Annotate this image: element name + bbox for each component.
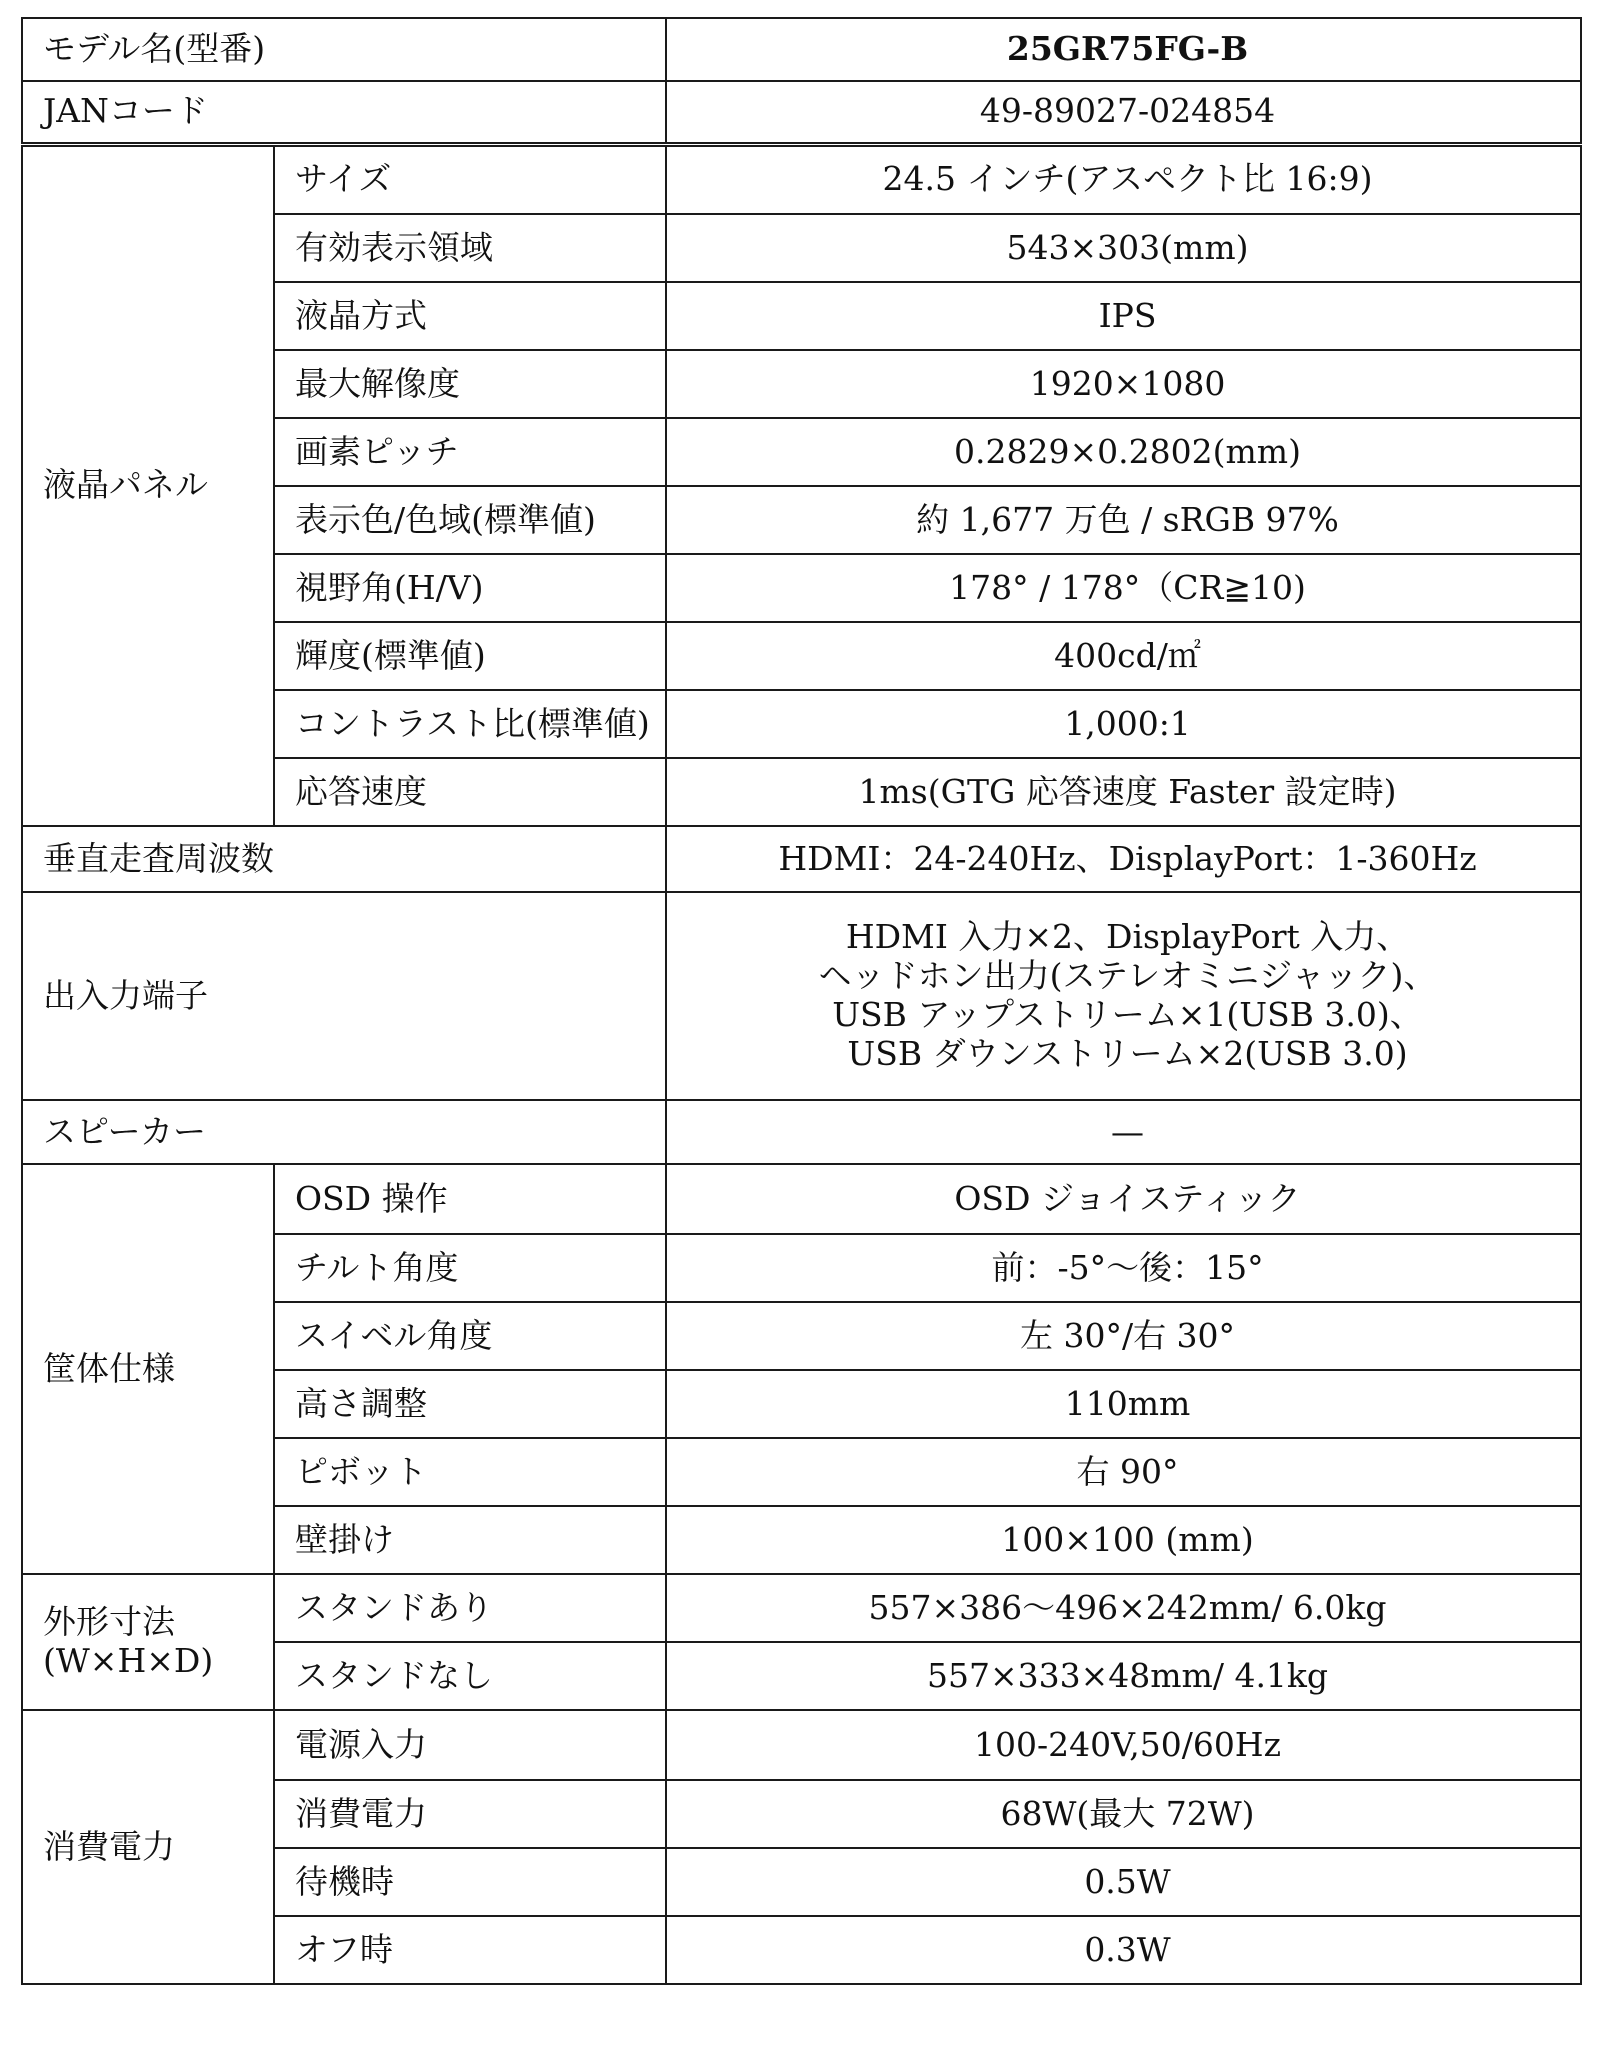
dimensions-group-line: 外形寸法 — [43, 1602, 175, 1642]
power-row-value: 0.5W — [666, 1848, 1581, 1916]
chassis-row-value: 右 90° — [666, 1438, 1581, 1506]
panel-row-label: 液晶方式 — [274, 282, 666, 350]
ports-row — [22, 892, 1581, 1100]
refresh-row — [22, 826, 1581, 892]
jan-row — [22, 81, 1581, 144]
chassis-row-label: 壁掛け — [274, 1506, 666, 1574]
panel-group-label: 液晶パネル — [22, 144, 274, 826]
jan-label: JANコード — [22, 81, 666, 144]
ports-line: USB アップストリーム×1(USB 3.0)、 — [832, 995, 1423, 1034]
panel-row-value: 0.2829×0.2802(mm) — [666, 418, 1581, 486]
panel-row-value: 178° / 178°（CR≧10) — [666, 554, 1581, 622]
model-value: 25GR75FG-B — [666, 18, 1581, 81]
panel-row-value: 1ms(GTG 応答速度 Faster 設定時) — [666, 758, 1581, 826]
dimensions-row — [22, 1574, 1581, 1642]
panel-row-value: 約 1,677 万色 / sRGB 97% — [666, 486, 1581, 554]
spec-table — [21, 17, 1582, 1985]
jan-value: 49-89027-024854 — [666, 81, 1581, 144]
dimensions-row-label: スタンドあり — [274, 1574, 666, 1642]
ports-line: HDMI 入力×2、DisplayPort 入力、 — [845, 917, 1410, 957]
panel-row-value: 400cd/㎡ — [666, 622, 1581, 690]
panel-row-value: 543×303(mm) — [666, 214, 1581, 282]
power-row — [22, 1710, 1581, 1780]
chassis-row-label: ピボット — [274, 1438, 666, 1506]
panel-row-label: サイズ — [274, 144, 666, 214]
panel-row-value: 1920×1080 — [666, 350, 1581, 418]
chassis-row-value: 左 30°/右 30° — [666, 1302, 1581, 1370]
ports-label: 出入力端子 — [22, 892, 666, 1100]
ports-value — [666, 892, 1581, 1100]
chassis-row-value: 110mm — [666, 1370, 1581, 1438]
refresh-value: HDMI：24-240Hz、DisplayPort：1-360Hz — [666, 826, 1581, 892]
panel-row-label: 視野角(H/V) — [274, 554, 666, 622]
chassis-row-label: チルト角度 — [274, 1234, 666, 1302]
power-row-value: 0.3W — [666, 1916, 1581, 1984]
speaker-value: — — [666, 1100, 1581, 1164]
refresh-label: 垂直走査周波数 — [22, 826, 666, 892]
ports-line: ヘッドホン出力(ステレオミニジャック)、 — [818, 956, 1437, 996]
power-row-label: 消費電力 — [274, 1780, 666, 1848]
panel-row-value: IPS — [666, 282, 1581, 350]
model-label: モデル名(型番) — [22, 18, 666, 81]
panel-row-value: 1,000:1 — [666, 690, 1581, 758]
panel-row — [22, 144, 1581, 214]
panel-row-label: 画素ピッチ — [274, 418, 666, 486]
dimensions-row-value: 557×386～496×242mm/ 6.0kg — [666, 1574, 1581, 1642]
model-row — [22, 18, 1581, 81]
panel-row-value: 24.5 インチ(アスペクト比 16:9) — [666, 144, 1581, 214]
panel-row-label: 最大解像度 — [274, 350, 666, 418]
chassis-group-label: 筐体仕様 — [22, 1164, 274, 1574]
speaker-row — [22, 1100, 1581, 1164]
dimensions-group-label — [22, 1574, 274, 1710]
panel-row-label: コントラスト比(標準値) — [274, 690, 666, 758]
power-row-value: 100-240V,50/60Hz — [666, 1710, 1581, 1780]
dimensions-row-label: スタンドなし — [274, 1642, 666, 1710]
chassis-row-label: 高さ調整 — [274, 1370, 666, 1438]
speaker-label: スピーカー — [22, 1100, 666, 1164]
panel-row-label: 有効表示領域 — [274, 214, 666, 282]
chassis-row-label: OSD 操作 — [274, 1164, 666, 1234]
dimensions-group-line: (W×H×D) — [43, 1641, 214, 1680]
power-row-label: 電源入力 — [274, 1710, 666, 1780]
chassis-row-value: 前：-5°～後：15° — [666, 1234, 1581, 1302]
panel-row-label: 表示色/色域(標準値) — [274, 486, 666, 554]
chassis-row-value: OSD ジョイスティック — [666, 1164, 1581, 1234]
power-row-value: 68W(最大 72W) — [666, 1780, 1581, 1848]
chassis-row — [22, 1164, 1581, 1234]
panel-row-label: 輝度(標準値) — [274, 622, 666, 690]
chassis-row-label: スイベル角度 — [274, 1302, 666, 1370]
dimensions-row-value: 557×333×48mm/ 4.1kg — [666, 1642, 1581, 1710]
chassis-row-value: 100×100 (mm) — [666, 1506, 1581, 1574]
power-row-label: 待機時 — [274, 1848, 666, 1916]
panel-row-label: 応答速度 — [274, 758, 666, 826]
power-row-label: オフ時 — [274, 1916, 666, 1984]
ports-line: USB ダウンストリーム×2(USB 3.0) — [847, 1033, 1408, 1073]
power-group-label: 消費電力 — [22, 1710, 274, 1984]
